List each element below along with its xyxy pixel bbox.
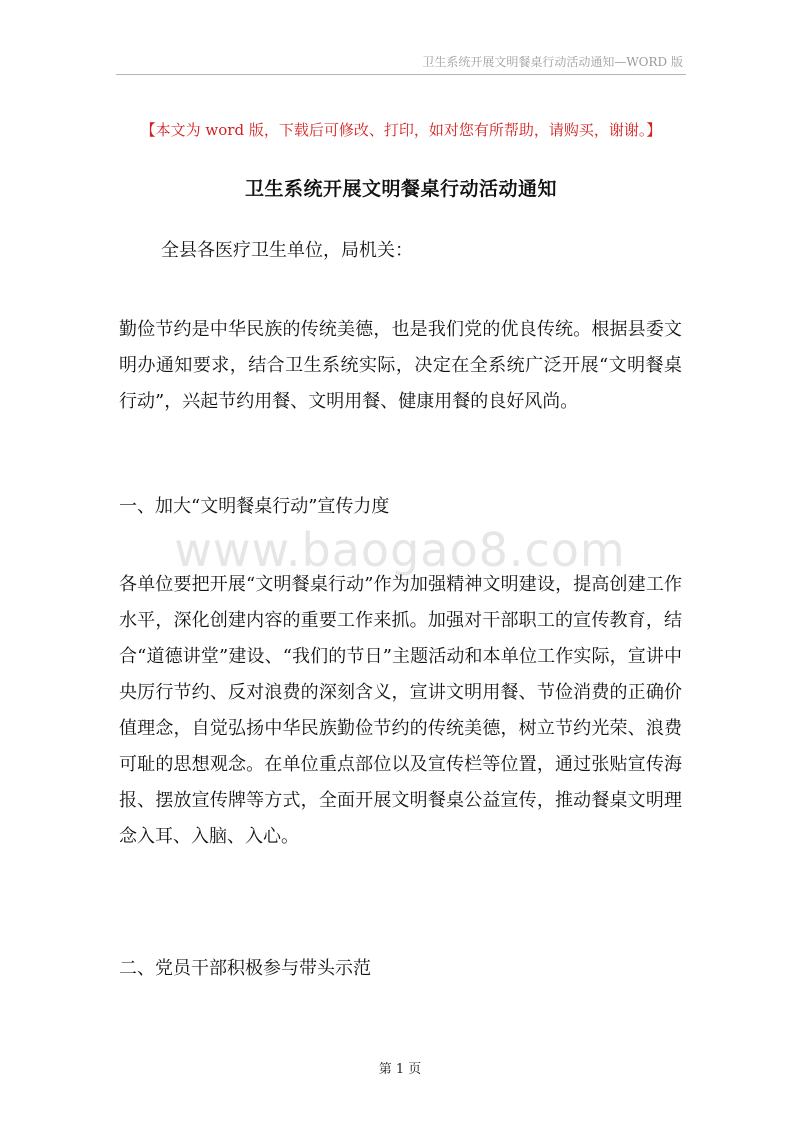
section-1-heading: 一、加大“文明餐桌行动”宣传力度 bbox=[119, 496, 390, 517]
watermark: www.baogao8.com bbox=[174, 523, 626, 577]
purchase-notice: 【本文为 word 版，下载后可修改、打印，如对您有所帮助，请购买，谢谢。】 bbox=[140, 121, 662, 139]
header-divider bbox=[116, 74, 686, 75]
section-1-body: 各单位要把开展“文明餐桌行动”作为加强精神文明建设，提高创建工作水平，深化创建内容的重要工作来抓。加强对干部职工的宣传教育，结合“道德讲堂”建设、“我们的节日”主题活动和本单位工作实际，宣讲中央厉行节约、反对浪费的深刻含义，宣讲文明用餐、节俭消费的正确价值理念，自觉弘扬中华民族勤俭节约的传统美德，树立节约光荣、浪费可耻的思想观念。在单位重点部位以及宣传栏等位置，通过张贴宣传海报、摆放宣传牌等方式，全面开展文明餐桌公益宣传，推动餐桌文明理念入耳、入脑、入心。 bbox=[119, 574, 682, 847]
running-header: 卫生系统开展文明餐桌行动活动通知—WORD 版 bbox=[422, 55, 683, 69]
document-title: 卫生系统开展文明餐桌行动活动通知 bbox=[244, 178, 557, 200]
section-2-heading: 二、党员干部积极参与带头示范 bbox=[119, 958, 371, 979]
salutation: 全县各医疗卫生单位，局机关： bbox=[161, 240, 413, 261]
page-number: 第 1 页 bbox=[378, 1062, 422, 1077]
intro-paragraph: 勤俭节约是中华民族的传统美德，也是我们党的优良传统。根据县委文明办通知要求，结合卫生系统实际，决定在全系统广泛开展“文明餐桌行动”，兴起节约用餐、文明用餐、健康用餐的良好风尚。 bbox=[119, 319, 682, 412]
